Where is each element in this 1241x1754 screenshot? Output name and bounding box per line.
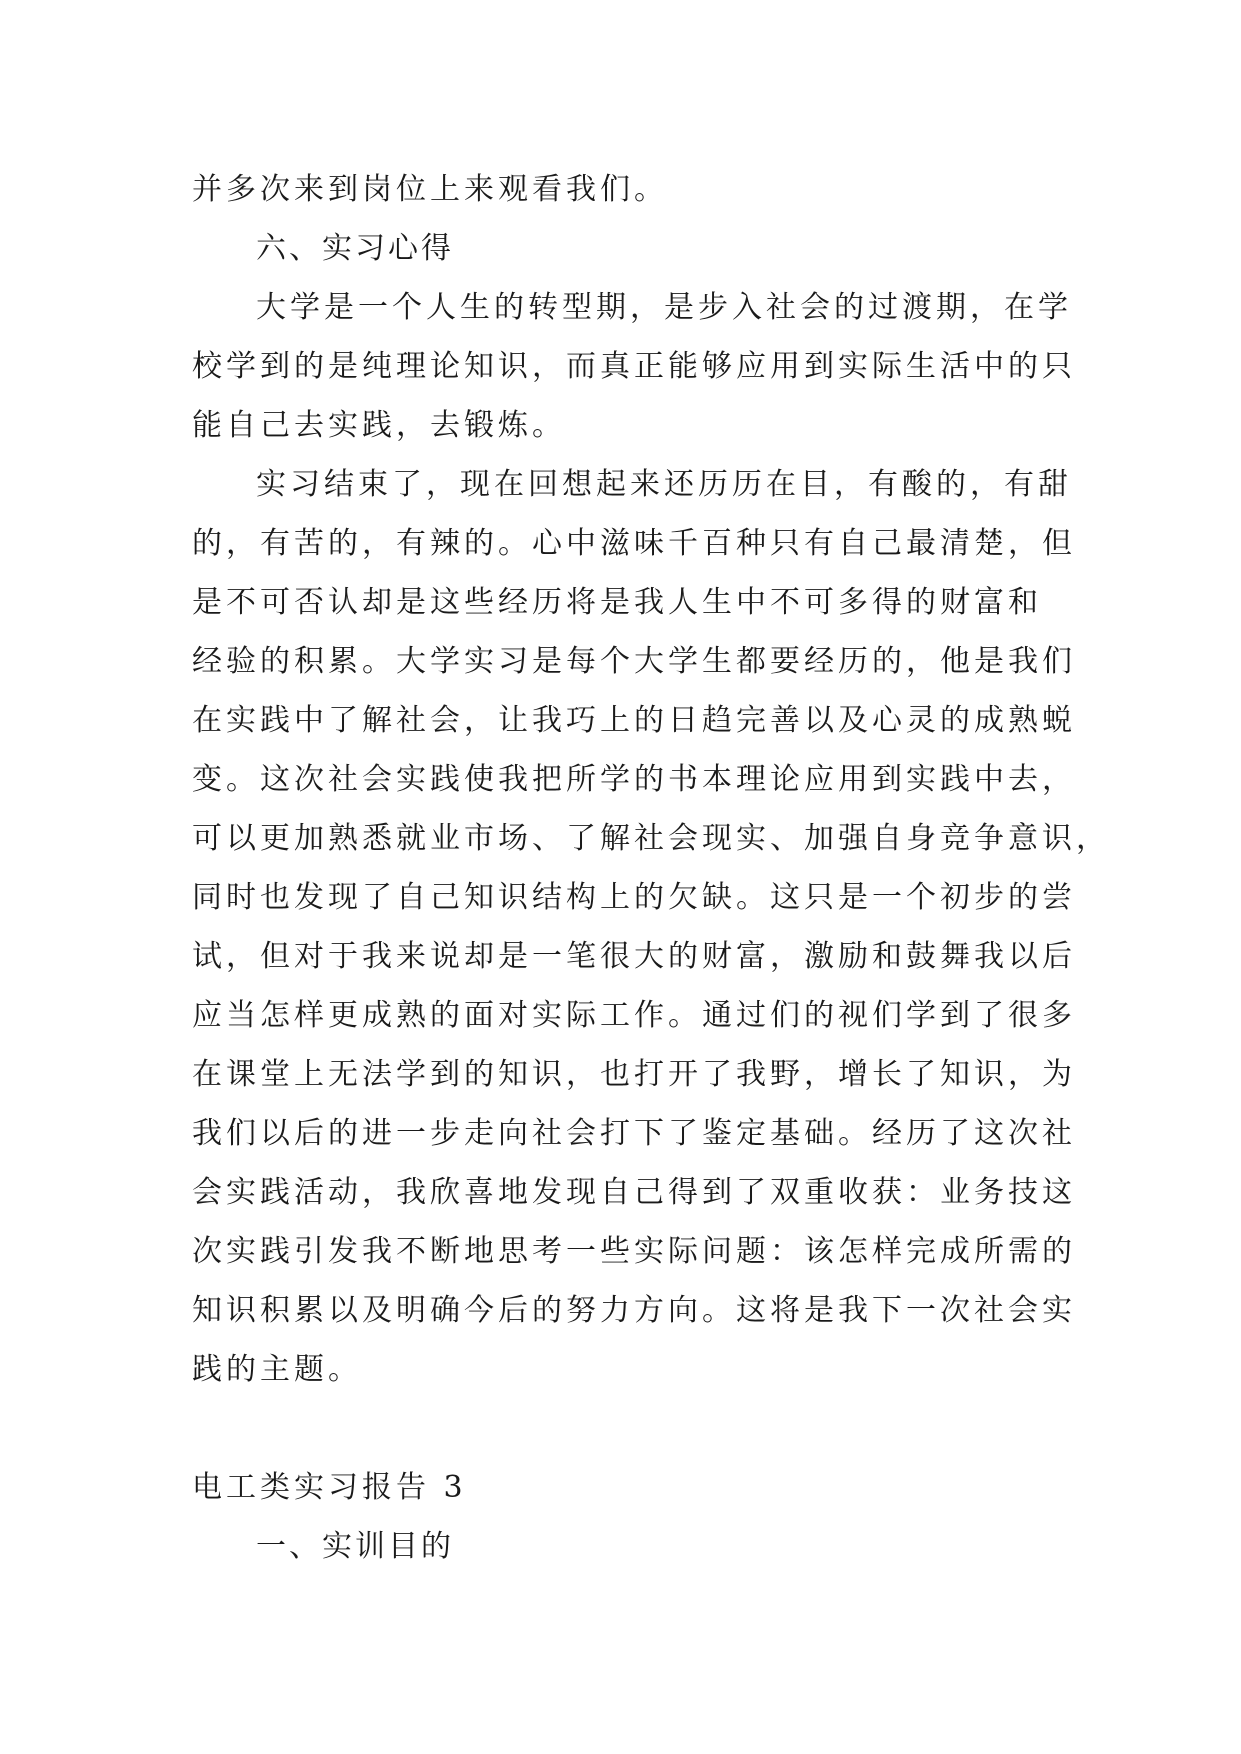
blank-line-spacer bbox=[192, 1399, 1052, 1458]
paragraph-line: 试，但对于我来说却是一笔很大的财富，激励和鼓舞我以后 bbox=[192, 939, 1076, 974]
paragraph-internship-reflection-1 bbox=[192, 278, 1076, 455]
paragraph-line: 同时也发现了自己知识结构上的欠缺。这只是一个初步的尝 bbox=[192, 880, 1076, 915]
section-heading-six: 六、实习心得 bbox=[256, 231, 454, 266]
paragraph-line: 次实践引发我不断地思考一些实际问题：该怎样完成所需的 bbox=[192, 1234, 1076, 1269]
paragraph-line: 大学是一个人生的转型期，是步入社会的过渡期，在学 bbox=[256, 290, 1072, 325]
paragraph-line: 践的主题。 bbox=[192, 1352, 362, 1387]
paragraph-line: 知识积累以及明确今后的努力方向。这将是我下一次社会实 bbox=[192, 1293, 1076, 1328]
paragraph-line: 的，有苦的，有辣的。心中滋味千百种只有自己最清楚，但 bbox=[192, 526, 1076, 561]
document-body bbox=[192, 160, 1110, 1576]
paragraph-line: 可以更加熟悉就业市场、了解社会现实、加强自身竞争意识， bbox=[192, 821, 1110, 856]
paragraph-line: 在课堂上无法学到的知识，也打开了我野，增长了知识，为 bbox=[192, 1057, 1076, 1092]
paragraph-continuation-line: 并多次来到岗位上来观看我们。 bbox=[192, 172, 668, 207]
report-title: 电工类实习报告 3 bbox=[192, 1470, 467, 1505]
paragraph-line: 应当怎样更成熟的面对实际工作。通过们的视们学到了很多 bbox=[192, 998, 1076, 1033]
paragraph-line: 实习结束了，现在回想起来还历历在目，有酸的，有甜 bbox=[256, 467, 1072, 502]
paragraph-line: 能自己去实践，去锻炼。 bbox=[192, 408, 566, 443]
section-heading-one: 一、实训目的 bbox=[256, 1529, 454, 1564]
paragraph-line: 校学到的是纯理论知识，而真正能够应用到实际生活中的只 bbox=[192, 349, 1076, 384]
paragraph-line: 在实践中了解社会，让我巧上的日趋完善以及心灵的成熟蜕 bbox=[192, 703, 1076, 738]
paragraph-line: 我们以后的进一步走向社会打下了鉴定基础。经历了这次社 bbox=[192, 1116, 1076, 1151]
paragraph-line: 变。这次社会实践使我把所学的书本理论应用到实践中去， bbox=[192, 762, 1076, 797]
paragraph-line: 会实践活动，我欣喜地发现自己得到了双重收获：业务技这 bbox=[192, 1175, 1076, 1210]
paragraph-internship-reflection-2 bbox=[192, 455, 1110, 1399]
paragraph-line: 是不可否认却是这些经历将是我人生中不可多得的财富和 bbox=[192, 585, 1042, 620]
paragraph-line: 经验的积累。大学实习是每个大学生都要经历的，他是我们 bbox=[192, 644, 1076, 679]
